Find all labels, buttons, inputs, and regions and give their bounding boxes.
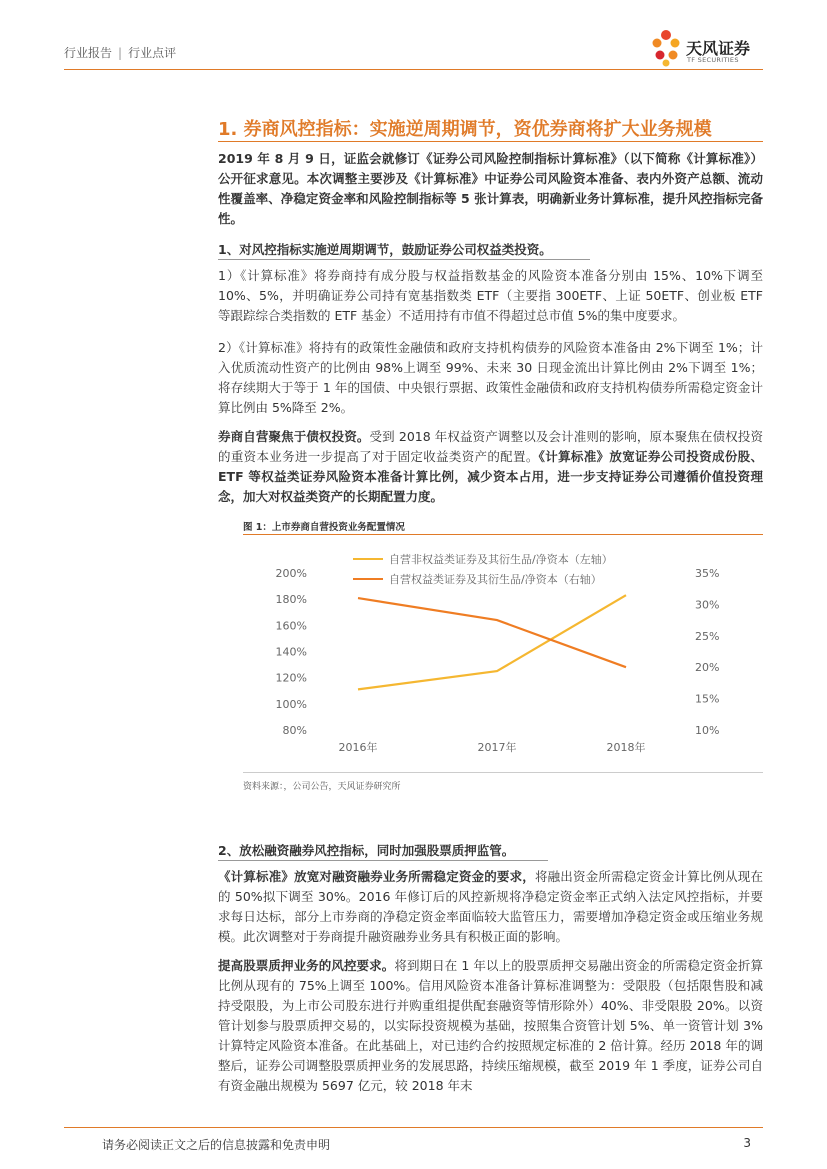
subsection-1-title: 1、对风控指标实施逆周期调节，鼓励证券公司权益类投资。	[218, 242, 552, 257]
figure-source: 资料来源：，公司公告，天风证券研究所	[243, 782, 401, 792]
stock-pledge-text: 将到期日在 1 年以上的股票质押交易融出资金的所需稳定资金折算比例从现有的 75%上调至 100%。信用风险资本准备计算标准调整为：受限股（包括限售股和减持受限股，为上市公司股东进行并购重组提供配套融资等情形除外）40%、非受限股 20%。以资管计划参与股票质押交易的，以实际投资规模为基础，按照集合资管计划 5%、单一资管计划 3%计算特定风险资本准备。在此基础上，对已违约合约按照规定标准的 2 倍计算。经历 2018 年的调整后，证券公司调整股票质押业务的发展思路，持续压缩规模，截至 2019 年 1 季度，证券公司自有资金融出规模为 5697 亿元，较 2018 年末	[218, 958, 763, 1093]
margin-financing-paragraph	[218, 867, 763, 947]
x-axis-tick: 2017年	[477, 741, 517, 754]
right-axis-tick: 25%	[695, 629, 720, 643]
figure-bottom-rule	[243, 772, 763, 773]
footer-disclaimer: 请务必阅读正文之后的信息披露和免责申明	[102, 1138, 331, 1152]
margin-financing-lead: 《计算标准》放宽对融资融券业务所需稳定资金的要求，	[218, 869, 535, 884]
proprietary-lead: 券商自营聚焦于债权投资。	[218, 429, 370, 444]
right-axis-tick: 20%	[695, 661, 720, 675]
proprietary-text: 受到 2018 年权益资产调整以及会计准则的影响，原本聚焦在债权投资的重资本业务进一步提高了对于固定收益类资产的配置。	[218, 429, 763, 464]
margin-financing-text: 将融出资金所需稳定资金计算比例从现在的 50%拟下调至 30%。2016 年修订后的风控新规将净稳定资金率正式纳入法定风控指标，并要求每日达标，部分上市券商的净稳定资金率面临较大监管压力，需要增加净稳定资金或压缩业务规模。此次调整对于券商提升融资融券业务具有积极正面的影响。	[218, 869, 763, 944]
tf-securities-logo	[648, 28, 766, 68]
footer-divider	[64, 1127, 763, 1128]
item-2-paragraph: 2）《计算标准》将持有的政策性金融债和政府支持机构债券的风险资本准备由 2%下调至 1%；计入优质流动性资产的比例由 98%上调至 99%、未来 30 日现金流出计算比例由 2%下调至 1%；将存续期大于等于 1 年的国债、中央银行票据、政策性金融债和政府支持机构债券所需稳定资金计算比例由 5%降至 2%。	[218, 340, 763, 415]
subsection-1-underline	[218, 259, 590, 260]
x-axis-tick: 2018年	[606, 741, 646, 754]
series-line	[358, 598, 626, 667]
right-axis-tick: 30%	[695, 598, 720, 612]
logo-subtitle: TF SECURITIES	[687, 56, 739, 64]
stock-pledge-lead: 提高股票质押业务的风控要求。	[218, 958, 395, 973]
section-title: 1. 券商风控指标：实施逆周期调节，资优券商将扩大业务规模	[218, 119, 712, 140]
header-divider	[64, 69, 763, 70]
line-chart	[243, 540, 763, 768]
chart-canvas	[243, 540, 763, 768]
legend-label: 自营权益类证券及其衍生品/净资本（右轴）	[389, 573, 602, 586]
stock-pledge-paragraph	[218, 956, 763, 1096]
left-axis-tick: 80%	[282, 724, 307, 737]
proprietary-trading-paragraph	[218, 427, 763, 507]
right-axis-tick: 15%	[695, 692, 720, 706]
report-header	[64, 44, 176, 61]
header-category: 行业报告	[64, 46, 113, 60]
header-subcategory: 行业点评	[128, 46, 177, 60]
legend-label: 自营非权益类证券及其衍生品/净资本（左轴）	[389, 553, 613, 566]
logo-flower-icon	[648, 28, 684, 68]
left-axis-tick: 180%	[275, 593, 307, 607]
subsection-2-underline	[218, 860, 548, 861]
left-axis-tick: 120%	[275, 671, 307, 685]
item-1-paragraph: 1）《计算标准》将券商持有成分股与权益指数基金的风险资本准备分别由 15%、10%下调至 10%、5%，并明确证券公司持有宽基指数类 ETF（主要指 300ETF、上证 50ETF、创业板 ETF 等跟踪综合类指数的 ETF 基金）不适用持有市值不得超过总市值 5%的集中度要求。	[218, 268, 763, 323]
logo-name: 天风证券	[686, 39, 751, 58]
left-axis-tick: 100%	[275, 697, 307, 711]
left-axis-tick: 140%	[275, 645, 307, 659]
figure-top-rule	[243, 534, 763, 535]
right-axis-tick: 35%	[695, 567, 720, 580]
proprietary-tail: 《计算标准》放宽证券公司投资成份股、ETF 等权益类证券风险资本准备计算比例，减少资本占用，进一步支持证券公司遵循价值投资理念，加大对权益类资产的长期配置力度。	[218, 449, 763, 504]
series-line	[358, 595, 626, 689]
intro-paragraph: 2019 年 8 月 9 日，证监会就修订《证券公司风险控制指标计算标准》（以下简称《计算标准》）公开征求意见。本次调整主要涉及《计算标准》中证券公司风险资本准备、表内外资产总额、流动性覆盖率、净稳定资金率和风险控制指标等 5 张计算表，明确新业务计算标准，提升风控指标完备性。	[218, 151, 763, 226]
left-axis-tick: 160%	[275, 619, 307, 633]
x-axis-tick: 2016年	[338, 741, 378, 754]
figure-title: 图 1：上市券商自营投资业务配置情况	[243, 522, 405, 533]
left-axis-tick: 200%	[275, 567, 307, 580]
page-number: 3	[743, 1136, 751, 1150]
section-title-underline	[218, 141, 763, 142]
subsection-2-title: 2、放松融资融券风控指标，同时加强股票质押监管。	[218, 843, 515, 858]
right-axis-tick: 10%	[695, 724, 720, 737]
header-separator: |	[118, 46, 123, 60]
